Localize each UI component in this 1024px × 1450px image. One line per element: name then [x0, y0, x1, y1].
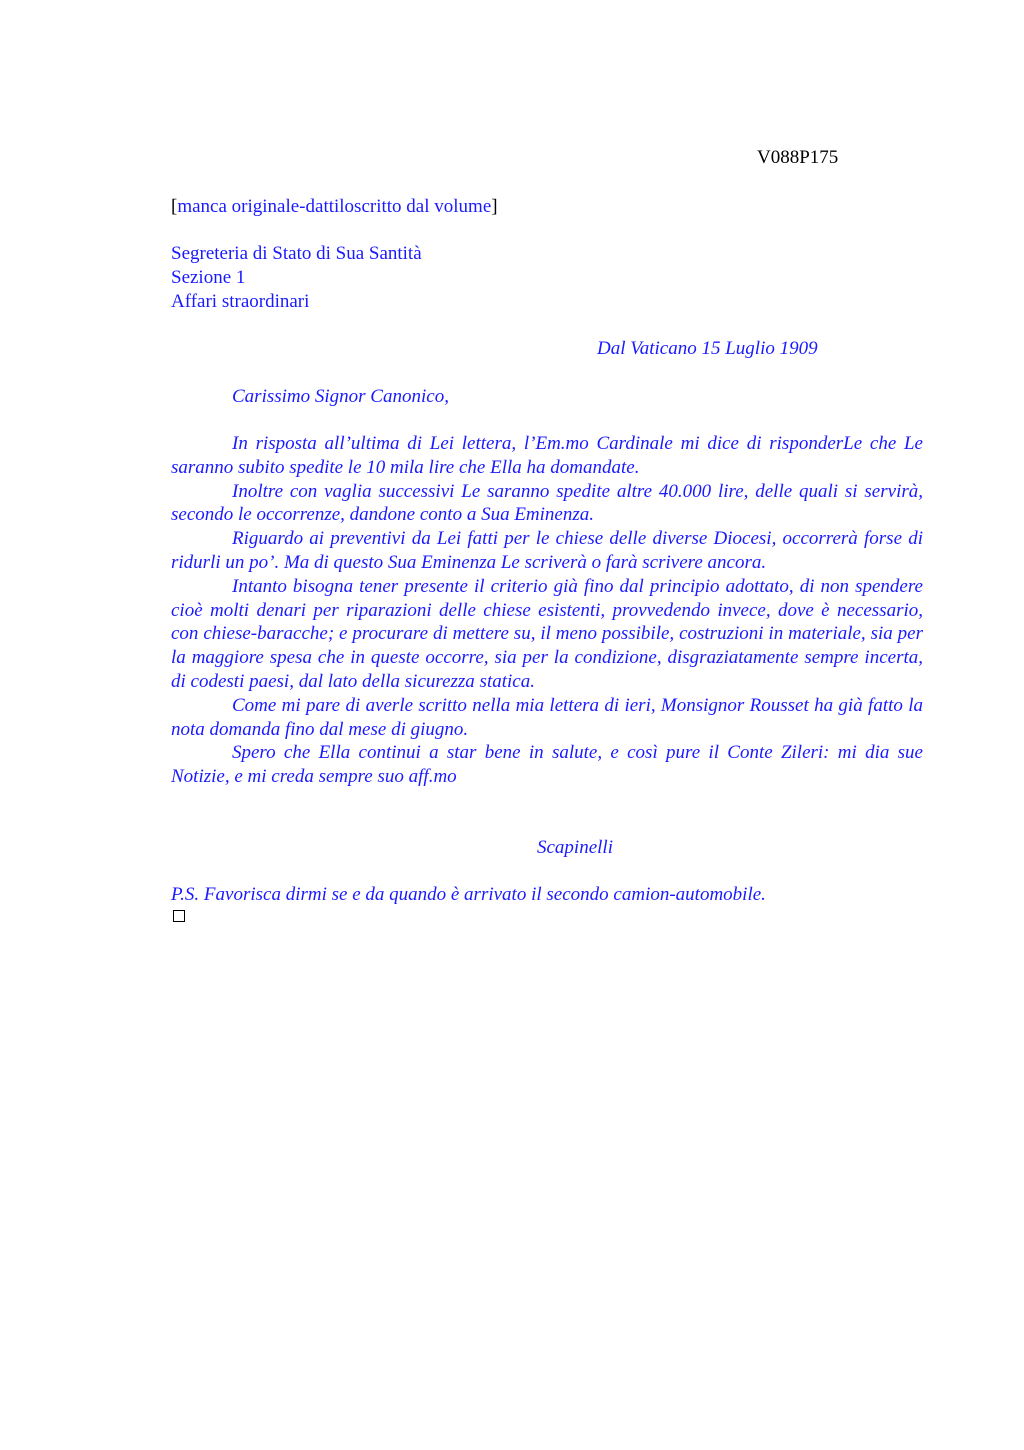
- postscript: P.S. Favorisca dirmi se e da quando è arrivato il secondo camion-automobile.: [171, 884, 766, 905]
- source-note-close-bracket: ]: [491, 196, 498, 217]
- paragraph: Intanto bisogna tener presente il criterio già fino dal principio adottato, di non spendere cioè molti denari per riparazioni delle chiese esistenti, provvedendo invece, dove è necessario, con chiese-baracche; e procurare di mettere su, il meno possibile, costruzioni in materiale, sia per la maggiore spesa che in queste occorre, sia per la condizione, disgraziatamente sempre incerta, di codesti paesi, dal lato della sicurezza statica.: [171, 575, 923, 692]
- paragraph: Spero che Ella continui a star bene in salute, e così pure il Conte Zileri: mi dia sue Notizie, e mi creda sempre suo aff.mo: [171, 742, 923, 788]
- date-line: Dal Vaticano 15 Luglio 1909: [597, 338, 818, 359]
- sender-line-section: Sezione 1: [171, 267, 246, 288]
- source-note: [171, 195, 498, 219]
- paragraph: In risposta all’ultima di Lei lettera, l’Em.mo Cardinale mi dice di risponderLe che Le saranno subito spedite le 10 mila lire che Ella ha domandate.: [171, 433, 923, 478]
- sender-line-department: Affari straordinari: [171, 291, 310, 312]
- paragraph: Riguardo ai preventivi da Lei fatti per le chiese delle diverse Diocesi, occorrerà forse di ridurli un po’. Ma di questo Sua Eminenza Le scriverà o farà scrivere ancora.: [171, 528, 923, 573]
- sender-line-office: Segreteria di Stato di Sua Santità: [171, 243, 422, 264]
- source-note-text: manca originale-dattiloscritto dal volume: [177, 196, 492, 217]
- source-note-open-bracket: [: [171, 196, 178, 217]
- sender-block: [171, 242, 422, 314]
- letter-body: [171, 432, 923, 789]
- signature: Scapinelli: [537, 837, 613, 858]
- paragraph: Come mi pare di averle scritto nella mia lettera di ieri, Monsignor Rousset ha già fatto la nota domanda fino dal mese di giugno.: [171, 694, 923, 740]
- checkbox-square-icon: [173, 910, 185, 922]
- paragraph: Inoltre con vaglia successivi Le saranno spedite altre 40.000 lire, delle quali si servirà, secondo le occorrenze, dandone conto a Sua Eminenza.: [171, 480, 923, 526]
- salutation: Carissimo Signor Canonico,: [232, 386, 449, 407]
- reference-code: V088P175: [757, 147, 839, 168]
